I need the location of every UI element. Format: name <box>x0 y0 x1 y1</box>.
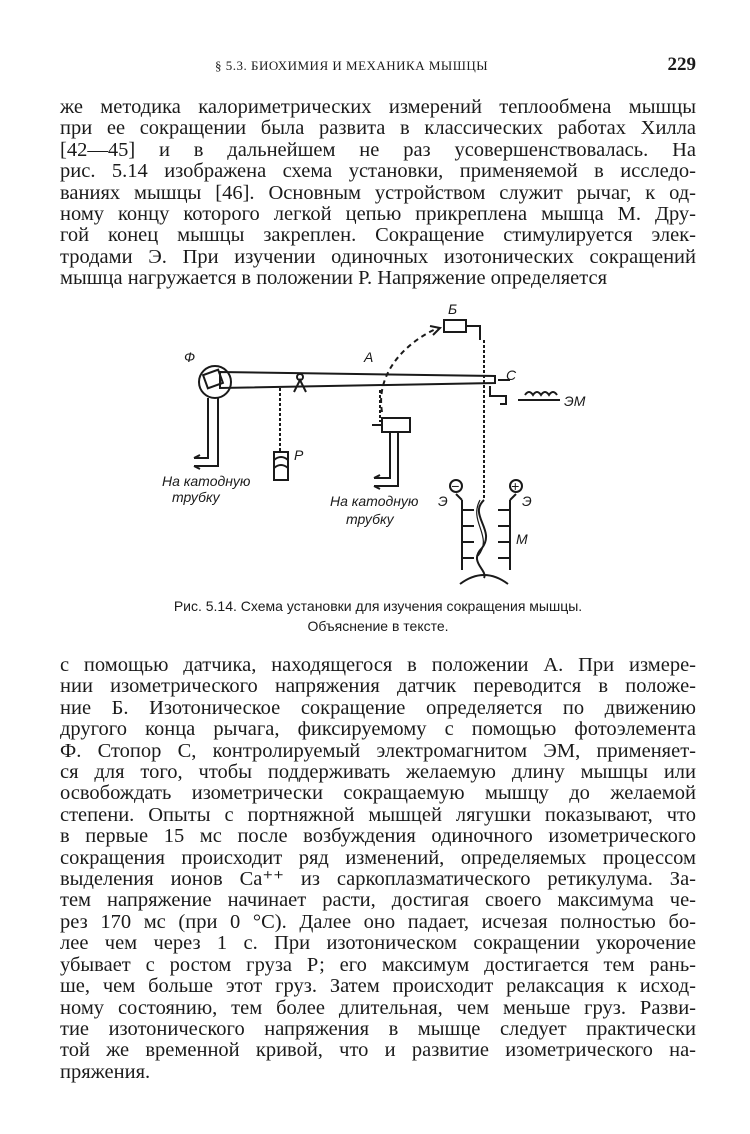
text-line: ному состоянию, тем более длительная, чем меньше груз. Разви- <box>60 996 696 1019</box>
apparatus-diagram <box>150 300 600 590</box>
text-line: ся для того, чтобы поддерживать желаемую длину мышцы или <box>60 761 696 784</box>
sensor-b <box>444 320 466 332</box>
text-line: тем напряжение начинает расти, достигая своего максимума че- <box>60 889 696 912</box>
label-c: С <box>506 367 517 383</box>
paragraph-1 <box>60 97 696 290</box>
figure-5-14 <box>150 300 600 590</box>
running-title: § 5.3. БИОХИМИЯ И МЕХАНИКА МЫШЦЫ <box>215 58 489 73</box>
sensor-a <box>382 418 410 432</box>
text-line: при ее сокращении была развита в классических работах Хилла <box>60 117 696 140</box>
text-line: мышца нагружается в положении Р. Напряжение определяется <box>60 267 607 290</box>
text-line: рез 170 мс (при 0 °С). Далее оно падает, исчезая полностью бо- <box>60 910 696 933</box>
text-line: тие изотонического напряжения в мышце следует практически <box>60 1017 696 1040</box>
running-head <box>60 54 696 80</box>
label-cathode-mid-2: трубку <box>346 511 394 527</box>
muscle <box>477 500 486 578</box>
label-photo: Ф <box>184 349 196 365</box>
text-line: ние Б. Изотоническое сокращение определяется по движению <box>60 696 696 719</box>
text-line: [42—45] и в дальнейшем не раз усовершенствовалась. На <box>60 138 696 161</box>
electrode-right <box>498 500 510 570</box>
electrode-left <box>462 500 474 570</box>
text-line: тродами Э. При изучении одиночных изотонических сокращений <box>60 245 696 268</box>
text-line: освобождать изометрически сокращаемую мышцу до желаемой <box>60 782 696 805</box>
text-line: с помощью датчика, находящегося в положении А. При измере- <box>60 654 696 676</box>
text-line: же методика калориметрических измерений теплообмена мышцы <box>60 96 696 118</box>
label-cathode-mid-1: На катодную <box>330 493 419 509</box>
caption-line-2: Объяснение в тексте. <box>307 618 449 634</box>
label-minus: − <box>451 478 460 494</box>
paragraph-2 <box>60 655 696 1083</box>
text-line: гой конец мышцы закреплен. Сокращение стимулируется элек- <box>60 224 696 247</box>
page-number: 229 <box>667 54 696 75</box>
figure-caption <box>60 596 696 636</box>
label-e-left: Э <box>438 493 448 509</box>
caption-line-1: Рис. 5.14. Схема установки для изучения сокращения мышцы. <box>173 598 583 614</box>
text-line: в первые 15 мс после возбуждения одиночного изометрического <box>60 825 696 848</box>
text-line: другого конца рычага, фиксируемому с помощью фотоэлемента <box>60 718 696 741</box>
text-line: убывает с ростом груза Р; его максимум достигается тем рань- <box>60 953 696 976</box>
label-a: А <box>364 349 374 365</box>
text-line: сокращения происходит ряд изменений, определяемых процессом <box>60 846 696 869</box>
lever <box>220 372 495 388</box>
transfer-arrow <box>381 328 438 412</box>
text-line: рис. 5.14 изображена схема установки, применяемой в исследо- <box>60 160 696 183</box>
text-line: той же временной кривой, что и развитие изометрического на- <box>60 1039 696 1062</box>
text-line: Ф. Стопор С, контролируемый электромагнитом ЭМ, применяет- <box>60 739 696 762</box>
label-e-right: Э <box>522 493 532 509</box>
label-em: ЭМ <box>564 393 586 409</box>
label-cathode-left-2: трубку <box>172 489 220 505</box>
label-m: М <box>516 531 528 547</box>
label-plus: + <box>511 478 520 494</box>
text-line: ваниях мышцы [46]. Основным устройством служит рычаг, к од- <box>60 181 696 204</box>
text-line: ше, чем больше этот груз. Затем происходит релаксация к исход- <box>60 975 696 998</box>
text-line: ному концу которого легкой цепью прикреплена мышца М. Дру- <box>60 203 696 226</box>
label-b: Б <box>448 301 458 317</box>
text-line: выделения ионов Ca⁺⁺ из саркоплазматического ретикулума. За- <box>60 868 696 891</box>
stopper-c <box>490 386 506 404</box>
text-line: степени. Опыты с портняжной мышцей лягушки показывают, что <box>60 803 696 826</box>
label-p: Р <box>294 447 304 463</box>
label-cathode-left-1: На катодную <box>162 473 251 489</box>
text-line: нии изометрического напряжения датчик переводится в положе- <box>60 675 696 698</box>
text-line: лее чем через 1 с. При изотоническом сокращении укорочение <box>60 932 696 955</box>
text-line: пряжения. <box>60 1060 151 1083</box>
